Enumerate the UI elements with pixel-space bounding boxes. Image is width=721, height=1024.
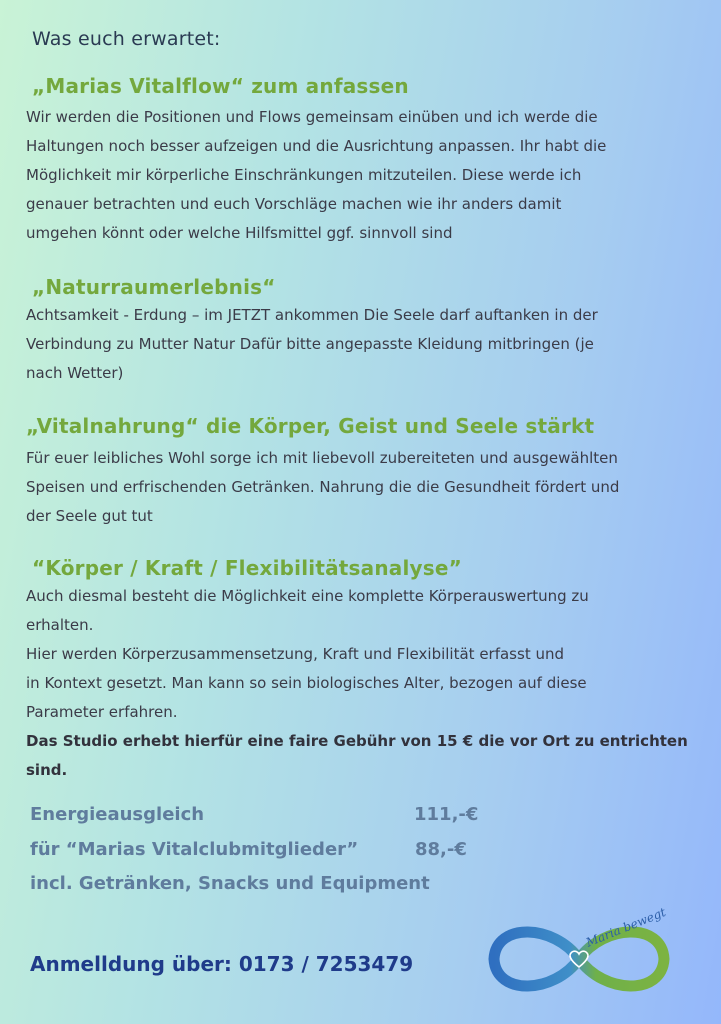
section-line: in Kontext gesetzt. Man kann so sein biologisches Alter, bezogen auf diese	[26, 674, 587, 692]
fee-note-line: Das Studio erhebt hierfür eine faire Gebühr von 15 € die vor Ort zu entrichten	[26, 732, 688, 750]
section-line: Auch diesmal besteht die Möglichkeit eine komplette Körperauswertung zu	[26, 587, 589, 605]
intro-heading: Was euch erwartet:	[32, 28, 221, 50]
section-line: umgehen könnt oder welche Hilfsmittel ggf. sinnvoll sind	[26, 224, 453, 242]
section-line: Hier werden Körperzusammensetzung, Kraft und Flexibilität erfasst und	[26, 645, 565, 663]
section-title: „Naturraumerlebnis“	[32, 275, 276, 299]
section-line: nach Wetter)	[26, 364, 124, 382]
maria-bewegt-logo	[484, 904, 674, 1004]
section-line: erhalten.	[26, 616, 94, 634]
fee-note-line: sind.	[26, 761, 68, 779]
section-line: der Seele gut tut	[26, 507, 153, 525]
section-line: Verbindung zu Mutter Natur Dafür bitte angepasste Kleidung mitbringen (je	[26, 335, 594, 353]
price-amount: 88,-€	[415, 839, 467, 860]
price-label: incl. Getränken, Snacks und Equipment	[30, 873, 430, 894]
section-line: Haltungen noch besser aufzeigen und die Ausrichtung anpassen. Ihr habt die	[26, 137, 607, 155]
section-vitalflow	[26, 74, 696, 248]
price-includes	[30, 873, 430, 894]
price-amount: 111,-€	[414, 804, 479, 825]
section-line: Speisen und erfrischenden Getränken. Nahrung die die Gesundheit fördert und	[26, 478, 620, 496]
section-line: Für euer leibliches Wohl sorge ich mit liebevoll zubereiteten und ausgewählten	[26, 449, 618, 467]
price-row-members	[30, 839, 467, 860]
registration-phone: Anmelldung über: 0173 / 7253479	[30, 952, 414, 976]
section-naturraum	[26, 275, 696, 388]
price-label: für “Marias Vitalclubmitglieder”	[30, 839, 359, 860]
section-line: Achtsamkeit - Erdung – im JETZT ankommen Die Seele darf auftanken in der	[26, 306, 598, 324]
section-line: genauer betrachten und euch Vorschläge machen wie ihr anders damit	[26, 195, 562, 213]
section-title: „Vitalnahrung“ die Körper, Geist und Seele stärkt	[26, 414, 595, 438]
section-line: Wir werden die Positionen und Flows gemeinsam einüben und ich werde die	[26, 108, 598, 126]
price-row-standard	[30, 804, 479, 825]
section-analyse	[26, 556, 696, 785]
section-line: Parameter erfahren.	[26, 703, 178, 721]
section-title: “Körper / Kraft / Flexibilitätsanalyse”	[32, 556, 462, 580]
infinity-symbol	[494, 932, 664, 986]
logo-text: Maria bewegt	[583, 905, 668, 950]
section-title: „Marias Vitalflow“ zum anfassen	[32, 74, 409, 98]
price-label: Energieausgleich	[30, 804, 205, 825]
section-vitalnahrung	[26, 414, 696, 531]
section-line: Möglichkeit mir körperliche Einschränkungen mitzuteilen. Diese werde ich	[26, 166, 582, 184]
